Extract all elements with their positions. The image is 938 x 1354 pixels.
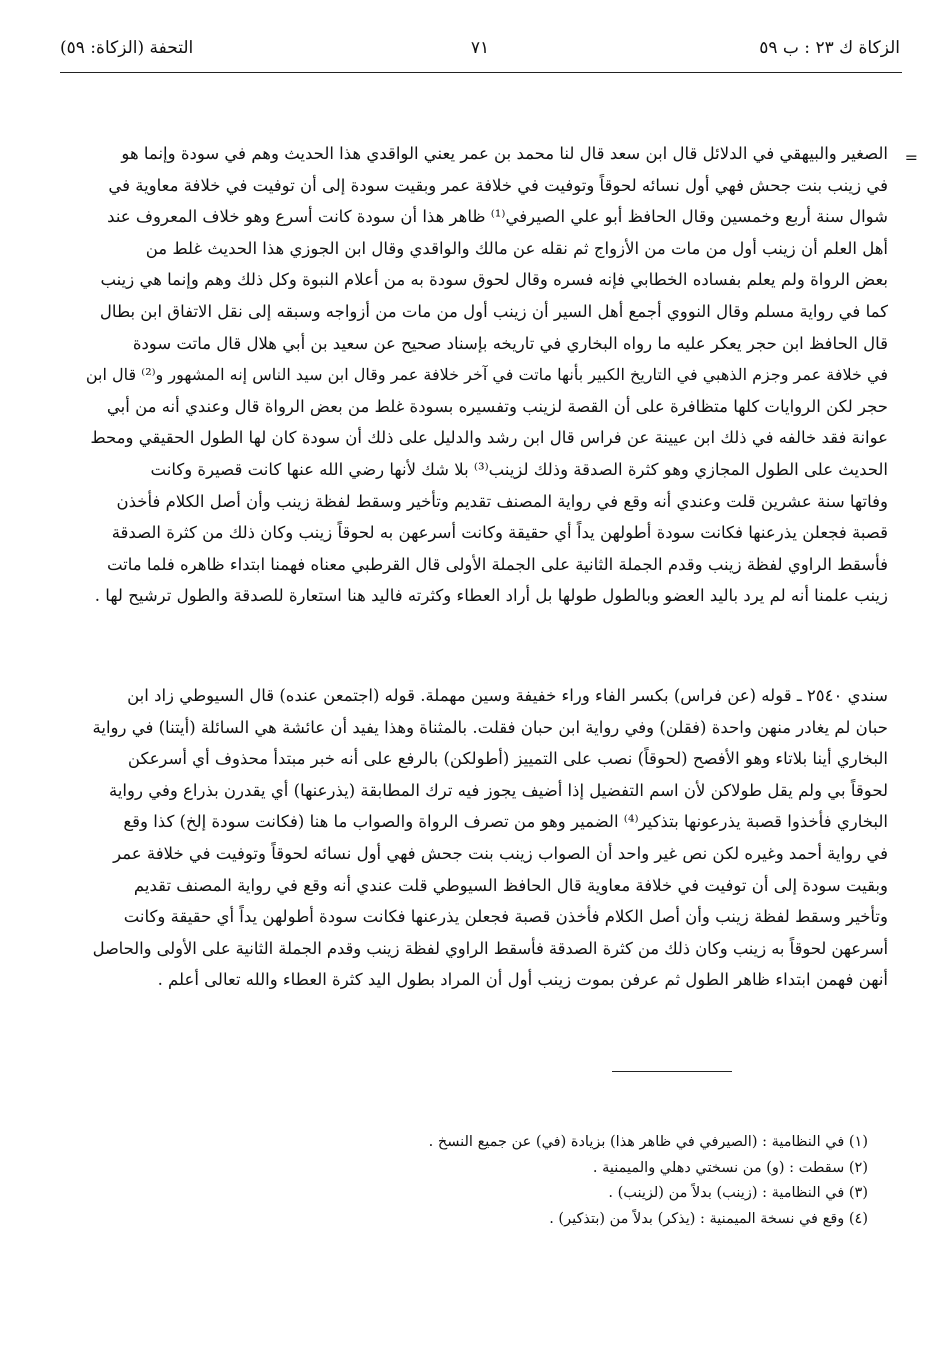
text-line: قصبة فجعلن يذرعنها فكانت سودة أطولهن يداً أي حقيقة وكانت أسرعهن به لحوقاً زينب وكان ذلك من كثرة الصدقة — [111, 523, 888, 543]
header-book-reference: التحفة (الزكاة: ٥٩) — [60, 38, 194, 58]
footnote-separator — [612, 1071, 732, 1072]
text-line: البخاري أينا بلاتاء وهو الأفصح (لحوقاً) نصب على التمييز (أطولكن) بالرفع على أنه خبر مبتدأ محذوف أي أسرعكن — [127, 749, 888, 769]
commentary-paragraph — [86, 138, 888, 612]
header-rule — [60, 72, 902, 73]
header-section-reference: الزكاة ك ٢٣ : ب ٥٩ — [759, 38, 900, 58]
text-line: زينب علمنا أنه لم يرد باليد العضو وبالطول طولها بل أراد العطاء وكثرته فاليد هنا استعارة للصدقة والطول ترشيح لها . — [94, 586, 888, 606]
text-line: الحديث على الطول المجازي وهو كثرة الصدقة وذلك لزينب⁽³⁾ بلا شك لأنها رضي الله عنها كانت قصيرة وكانت — [150, 459, 888, 479]
text-line: بعض الرواة ولم يعلم بفساده الخطابي فإنه فسره وقال لحوق سودة به من أعلام النبوة وكل ذلك وهم وإنما هي زينب — [100, 270, 888, 290]
footnote: (٢) سقطت : (و) من نسختي دهلي والميمنية . — [592, 1159, 868, 1176]
text-line: حبان لم يغادر منهن واحدة (فقلن) وفي رواية ابن حبان فقلت. بالمثناة وهذا يفيد أن عائشة هي السائلة (أيتنا) في رواية — [92, 717, 888, 737]
text-line: وبقيت سودة إلى أن توفيت في خلافة معاوية قال الحافظ السيوطي قلت عندي أنه وقع في رواية المصنف تقديم — [133, 875, 888, 895]
sindi-commentary-paragraph — [86, 680, 888, 996]
margin-marker: = — [904, 148, 918, 167]
footnotes — [168, 1130, 868, 1232]
text-line: البخاري فأخذوا قصبة يذرعونها بتذكير⁽⁴⁾ الضمير وهو من تصرف الرواة والصواب ما هنا (فكانت سودة إلخ) كذا وقع — [123, 812, 888, 832]
page-number: ٧١ — [470, 38, 490, 58]
text-line: في خلافة عمر وجزم الذهبي في التاريخ الكبير بأنها ماتت في آخر خلافة عمر وقال ابن سيد الناس إنه المشهور و⁽²⁾ قال ابن — [86, 365, 888, 385]
text-line: أنهن فهمن ابتداء ظاهر الطول ثم عرفن بموت زينب أول أن المراد بطول اليد كثرة العطاء والله تعالى أعلم . — [157, 970, 888, 990]
footnote: (٤) وقع في نسخة الميمنية : (يذكر) بدلاً من (بتذكير) . — [549, 1210, 868, 1227]
text-line: قال الحافظ ابن حجر يعكر عليه ما رواه البخاري في تاريخه بإسناد صحيح عن سعيد بن أبي هلال قال ماتت سودة — [132, 333, 888, 353]
text-line: شوال سنة أربع وخمسين وقال الحافظ أبو علي الصيرفي⁽¹⁾ ظاهر هذا أن سودة كانت أسرع وهو خلاف المعروف عند — [107, 207, 888, 227]
text-line: فأسقط الراوي لفظة زينب وقدم الجملة الثانية على الجملة الأولى قال القرطبي معناه فهمنا ابتداء ظاهره فلما ماتت — [106, 554, 888, 574]
text-line: أهل العلم أن زينب أول من مات من الأزواج ثم نقله عن مالك والواقدي وقال ابن الجوزي هذا الحديث غلط من — [145, 238, 888, 258]
footnote: (١) في النظامية : (الصيرفي في ظاهر هذا) بزيادة (في) عن جميع النسخ . — [428, 1134, 868, 1150]
text-line: وتأخير وسقط لفظة زينب وأن أصل الكلام فأخذن قصبة فجعلن يذرعنها فكانت سودة أطولهن يداً أي حقيقة وكانت — [123, 907, 888, 927]
text-line: حجر لكن الروايات كلها متظافرة على أن القصة لزينب وتفسيره بسودة غلط من بعض الرواة قال وعندي أنه من أبي — [106, 396, 888, 416]
text-line: وفاتها سنة عشرين قلت وعندي أنه وقع في رواية المصنف تقديم وتأخير وسقط لفظة زينب وأن أصل الكلام فأخذن — [116, 491, 888, 511]
text-line: عوانة فقد خالفه في ذلك ابن عيينة عن فراس قال ابن رشد والدليل على ذلك أن سودة كان لها الطول الحقيقي ومحط — [90, 428, 888, 448]
text-line: كما في رواية مسلم وقال النووي أجمع أهل السير أن زينب أول من مات من أزواجه وسبقه إلى نقل الاتفاق ابن بطال — [99, 301, 888, 321]
page-header — [60, 38, 900, 72]
text-line: في زينب بنت جحش فهي أول نسائه لحوقاً وتوفيت في خلافة عمر وبقيت سودة إلى أن توفيت في خلافة معاوية في — [108, 175, 888, 195]
text-line: لحوقاً بي ولم يقل طولاكن لأن اسم التفضيل إذا أضيف يجوز فيه ترك المطابقة (يذرعنها) أي يقدرن بذراع وفي رواية — [108, 780, 888, 800]
text-line: سندي ٢٥٤٠ ـ قوله (عن فراس) بكسر الفاء وراء خفيفة وسين مهملة. قوله (اجتمعن عنده) قال السيوطي زاد ابن — [127, 686, 888, 705]
text-line: الصغير والبيهقي في الدلائل قال ابن سعد قال لنا محمد بن عمر يعني الواقدي هذا الحديث وهم في سودة وإنما هو — [121, 144, 888, 163]
text-line: في رواية أحمد وغيره لكن نص غير واحد أن الصواب زينب بنت جحش فهي أول نسائه لحوقاً وتوفيت في خلافة عمر — [113, 843, 888, 863]
footnote: (٣) في النظامية : (زينب) بدلاً من (لزينب) . — [608, 1185, 868, 1201]
text-line: أسرعهن لحوقاً به زينب وكان ذلك من كثرة الصدقة فأسقط الراوي لفظة زينب وقدم الجملة الثانية على الأولى والحاصل — [92, 938, 888, 958]
